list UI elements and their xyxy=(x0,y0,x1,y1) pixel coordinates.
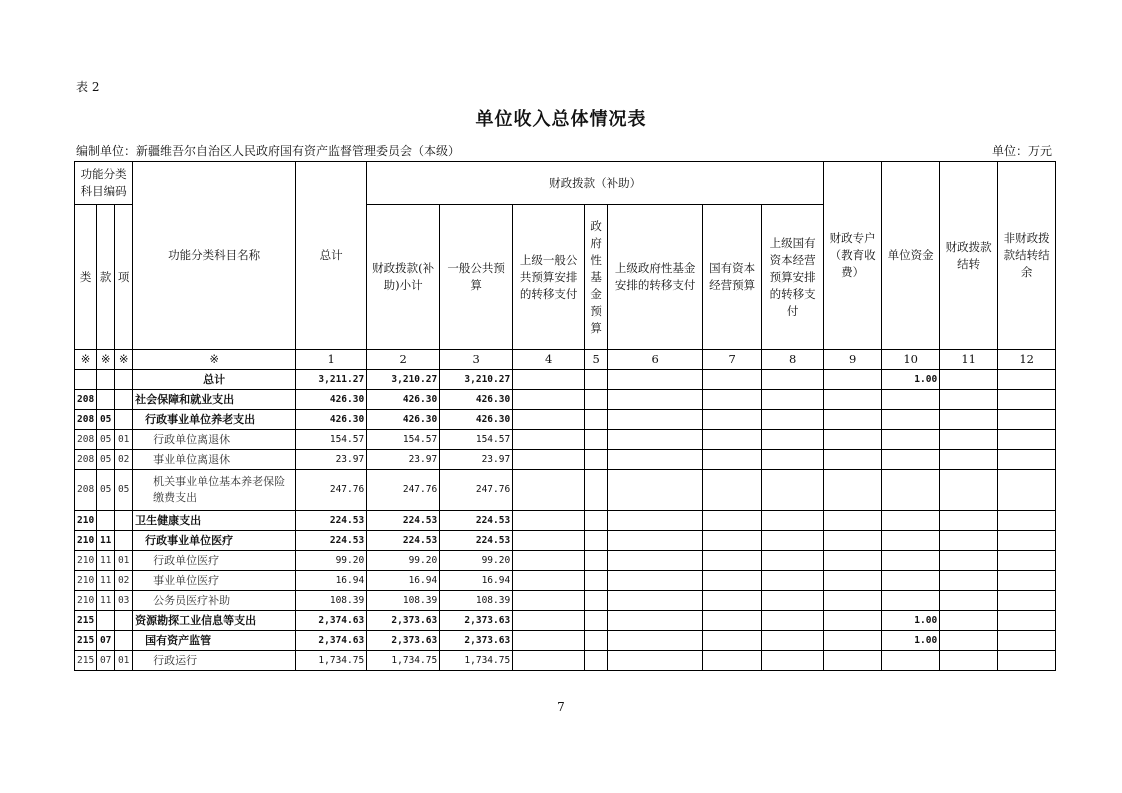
value-cell xyxy=(585,511,608,531)
item-name: 社会保障和就业支出 xyxy=(133,390,296,410)
code-kuan: 07 xyxy=(97,651,115,671)
value-cell xyxy=(762,511,824,531)
col-index: 7 xyxy=(703,350,762,370)
value-cell: 108.39 xyxy=(367,591,440,611)
value-cell: 247.76 xyxy=(440,470,513,511)
value-cell xyxy=(513,390,585,410)
value-cell xyxy=(998,430,1056,450)
header-total: 总计 xyxy=(296,162,367,350)
value-cell xyxy=(513,631,585,651)
value-cell xyxy=(998,531,1056,551)
value-cell xyxy=(824,571,882,591)
page-title: 单位收入总体情况表 xyxy=(475,109,647,130)
value-cell xyxy=(940,631,998,651)
code-xiang: 01 xyxy=(115,551,133,571)
value-cell: 2,374.63 xyxy=(296,611,367,631)
value-cell xyxy=(998,450,1056,470)
value-cell xyxy=(882,531,940,551)
table-row xyxy=(75,571,1056,591)
item-name: 行政单位离退休 xyxy=(133,430,296,450)
value-cell xyxy=(882,591,940,611)
table-row xyxy=(75,591,1056,611)
value-cell xyxy=(998,591,1056,611)
value-cell xyxy=(824,591,882,611)
header-c3: 上级一般公共预算安排的转移支付 xyxy=(513,205,585,350)
value-cell xyxy=(608,531,703,551)
code-lei: 210 xyxy=(75,511,97,531)
value-cell xyxy=(882,430,940,450)
page-number: 7 xyxy=(557,700,565,714)
value-cell xyxy=(824,450,882,470)
header-c6: 国有资本经营预算 xyxy=(703,205,762,350)
value-cell: 16.94 xyxy=(440,571,513,591)
value-cell xyxy=(940,430,998,450)
value-cell xyxy=(998,511,1056,531)
value-cell xyxy=(762,531,824,551)
value-cell: 2,373.63 xyxy=(440,631,513,651)
value-cell xyxy=(762,571,824,591)
org-label: 编制单位：新疆维吾尔自治区人民政府国有资产监督管理委员会（本级） xyxy=(76,144,461,158)
value-cell: 99.20 xyxy=(367,551,440,571)
value-cell: 426.30 xyxy=(296,410,367,430)
value-cell: 23.97 xyxy=(440,450,513,470)
value-cell xyxy=(513,470,585,511)
value-cell xyxy=(513,551,585,571)
col-index: 3 xyxy=(440,350,513,370)
code-xiang xyxy=(115,370,133,390)
code-lei: 210 xyxy=(75,571,97,591)
value-cell xyxy=(513,511,585,531)
col-index: 6 xyxy=(608,350,703,370)
value-cell: 224.53 xyxy=(440,531,513,551)
value-cell: 2,373.63 xyxy=(367,631,440,651)
value-cell: 16.94 xyxy=(296,571,367,591)
value-cell: 108.39 xyxy=(440,591,513,611)
value-cell xyxy=(762,651,824,671)
header-lei: 类 xyxy=(75,205,97,350)
value-cell xyxy=(703,531,762,551)
code-kuan: 05 xyxy=(97,410,115,430)
code-kuan: 07 xyxy=(97,631,115,651)
value-cell xyxy=(703,591,762,611)
code-kuan: 11 xyxy=(97,551,115,571)
table-row xyxy=(75,511,1056,531)
table-row xyxy=(75,531,1056,551)
value-cell xyxy=(940,370,998,390)
value-cell xyxy=(882,651,940,671)
value-cell xyxy=(998,651,1056,671)
value-cell xyxy=(585,450,608,470)
value-cell xyxy=(824,410,882,430)
code-xiang: 01 xyxy=(115,651,133,671)
mark-cell: ※ xyxy=(97,350,115,370)
code-xiang xyxy=(115,511,133,531)
item-name: 行政运行 xyxy=(133,651,296,671)
value-cell: 224.53 xyxy=(296,511,367,531)
value-cell xyxy=(513,430,585,450)
col-index: 10 xyxy=(882,350,940,370)
value-cell xyxy=(608,390,703,410)
value-cell xyxy=(998,631,1056,651)
code-xiang xyxy=(115,611,133,631)
col-index: 1 xyxy=(296,350,367,370)
value-cell xyxy=(940,571,998,591)
value-cell xyxy=(762,611,824,631)
value-cell xyxy=(703,571,762,591)
value-cell: 1.00 xyxy=(882,370,940,390)
code-xiang xyxy=(115,390,133,410)
value-cell xyxy=(762,631,824,651)
value-cell: 154.57 xyxy=(367,430,440,450)
col-index: 9 xyxy=(824,350,882,370)
value-cell xyxy=(824,511,882,531)
value-cell xyxy=(762,470,824,511)
header-c8: 财政专户（教育收费） xyxy=(824,162,882,350)
code-xiang xyxy=(115,410,133,430)
code-lei: 208 xyxy=(75,390,97,410)
value-cell: 3,211.27 xyxy=(296,370,367,390)
code-lei xyxy=(75,370,97,390)
item-name: 卫生健康支出 xyxy=(133,511,296,531)
item-name: 事业单位离退休 xyxy=(133,450,296,470)
code-kuan xyxy=(97,511,115,531)
value-cell xyxy=(882,551,940,571)
table-row xyxy=(75,410,1056,430)
code-lei: 215 xyxy=(75,651,97,671)
value-cell xyxy=(940,651,998,671)
table-row xyxy=(75,430,1056,450)
value-cell xyxy=(585,611,608,631)
code-kuan xyxy=(97,611,115,631)
code-lei: 208 xyxy=(75,430,97,450)
value-cell xyxy=(940,390,998,410)
value-cell xyxy=(608,511,703,531)
value-cell xyxy=(940,591,998,611)
value-cell xyxy=(824,531,882,551)
value-cell xyxy=(762,430,824,450)
header-c4: 政府性基金预算 xyxy=(585,205,608,350)
code-kuan: 11 xyxy=(97,591,115,611)
value-cell: 3,210.27 xyxy=(440,370,513,390)
value-cell xyxy=(703,370,762,390)
table-row xyxy=(75,631,1056,651)
value-cell: 1,734.75 xyxy=(440,651,513,671)
table-row xyxy=(75,450,1056,470)
value-cell: 247.76 xyxy=(367,470,440,511)
value-cell: 224.53 xyxy=(367,531,440,551)
table-row xyxy=(75,651,1056,671)
value-cell xyxy=(998,370,1056,390)
value-cell xyxy=(703,631,762,651)
item-name: 资源勘探工业信息等支出 xyxy=(133,611,296,631)
value-cell: 426.30 xyxy=(296,390,367,410)
value-cell: 154.57 xyxy=(296,430,367,450)
value-cell: 3,210.27 xyxy=(367,370,440,390)
value-cell xyxy=(513,450,585,470)
value-cell xyxy=(513,591,585,611)
code-kuan xyxy=(97,390,115,410)
code-xiang: 01 xyxy=(115,430,133,450)
col-index: 11 xyxy=(940,350,998,370)
header-c2: 一般公共预算 xyxy=(440,205,513,350)
value-cell: 426.30 xyxy=(367,390,440,410)
value-cell xyxy=(940,551,998,571)
value-cell: 1.00 xyxy=(882,631,940,651)
header-c1: 财政拨款(补助)小计 xyxy=(367,205,440,350)
value-cell: 23.97 xyxy=(367,450,440,470)
value-cell xyxy=(585,531,608,551)
table-row xyxy=(75,370,1056,390)
value-cell: 426.30 xyxy=(367,410,440,430)
value-cell xyxy=(585,551,608,571)
code-kuan: 05 xyxy=(97,430,115,450)
value-cell xyxy=(940,470,998,511)
value-cell xyxy=(824,430,882,450)
value-cell xyxy=(762,591,824,611)
value-cell xyxy=(608,611,703,631)
value-cell xyxy=(608,430,703,450)
value-cell xyxy=(882,410,940,430)
value-cell xyxy=(585,591,608,611)
item-name: 机关事业单位基本养老保险缴费支出 xyxy=(133,470,296,511)
value-cell xyxy=(608,410,703,430)
value-cell: 154.57 xyxy=(440,430,513,450)
value-cell xyxy=(762,390,824,410)
code-lei: 210 xyxy=(75,551,97,571)
value-cell xyxy=(585,571,608,591)
value-cell xyxy=(513,611,585,631)
value-cell xyxy=(585,390,608,410)
unit-label: 单位：万元 xyxy=(991,144,1052,158)
value-cell: 2,374.63 xyxy=(296,631,367,651)
header-func-code: 功能分类科目编码 xyxy=(75,162,133,205)
value-cell xyxy=(608,631,703,651)
value-cell xyxy=(762,410,824,430)
value-cell xyxy=(824,631,882,651)
value-cell xyxy=(608,651,703,671)
value-cell xyxy=(703,551,762,571)
value-cell: 426.30 xyxy=(440,390,513,410)
value-cell: 2,373.63 xyxy=(440,611,513,631)
value-cell: 224.53 xyxy=(296,531,367,551)
value-cell xyxy=(585,430,608,450)
header-fiscal-group: 财政拨款（补助） xyxy=(367,162,824,205)
value-cell xyxy=(608,551,703,571)
value-cell: 16.94 xyxy=(367,571,440,591)
code-lei: 215 xyxy=(75,631,97,651)
code-xiang: 05 xyxy=(115,470,133,511)
col-index: 5 xyxy=(585,350,608,370)
value-cell xyxy=(940,410,998,430)
value-cell xyxy=(513,651,585,671)
value-cell xyxy=(998,551,1056,571)
item-name: 事业单位医疗 xyxy=(133,571,296,591)
code-kuan xyxy=(97,370,115,390)
value-cell: 23.97 xyxy=(296,450,367,470)
value-cell xyxy=(703,430,762,450)
item-name: 国有资产监管 xyxy=(133,631,296,651)
code-xiang: 03 xyxy=(115,591,133,611)
value-cell xyxy=(940,450,998,470)
value-cell xyxy=(513,410,585,430)
value-cell: 224.53 xyxy=(367,511,440,531)
table-row xyxy=(75,390,1056,410)
header-c10: 财政拨款结转 xyxy=(940,162,998,350)
income-table xyxy=(74,161,1056,671)
value-cell xyxy=(824,551,882,571)
value-cell xyxy=(940,531,998,551)
header-c7: 上级国有资本经营预算安排的转移支付 xyxy=(762,205,824,350)
value-cell xyxy=(824,390,882,410)
value-cell: 1,734.75 xyxy=(296,651,367,671)
code-xiang xyxy=(115,631,133,651)
value-cell xyxy=(608,450,703,470)
value-cell xyxy=(998,571,1056,591)
header-c11: 非财政拨款结转结余 xyxy=(998,162,1056,350)
value-cell xyxy=(608,370,703,390)
value-cell xyxy=(703,511,762,531)
value-cell xyxy=(762,450,824,470)
value-cell xyxy=(824,611,882,631)
code-xiang: 02 xyxy=(115,571,133,591)
value-cell: 1.00 xyxy=(882,611,940,631)
header-func-name: 功能分类科目名称 xyxy=(133,162,296,350)
value-cell xyxy=(882,511,940,531)
item-name: 总计 xyxy=(133,370,296,390)
value-cell xyxy=(703,410,762,430)
value-cell xyxy=(882,390,940,410)
code-kuan: 05 xyxy=(97,470,115,511)
value-cell xyxy=(703,651,762,671)
value-cell xyxy=(882,450,940,470)
col-index: 8 xyxy=(762,350,824,370)
code-lei: 215 xyxy=(75,611,97,631)
value-cell xyxy=(608,470,703,511)
value-cell xyxy=(513,571,585,591)
value-cell xyxy=(703,611,762,631)
value-cell xyxy=(585,631,608,651)
code-xiang xyxy=(115,531,133,551)
code-lei: 208 xyxy=(75,410,97,430)
value-cell: 99.20 xyxy=(440,551,513,571)
code-lei: 208 xyxy=(75,470,97,511)
value-cell xyxy=(824,470,882,511)
value-cell: 99.20 xyxy=(296,551,367,571)
code-kuan: 11 xyxy=(97,571,115,591)
item-name: 公务员医疗补助 xyxy=(133,591,296,611)
col-index: 12 xyxy=(998,350,1056,370)
value-cell xyxy=(585,370,608,390)
col-index: 2 xyxy=(367,350,440,370)
code-kuan: 05 xyxy=(97,450,115,470)
value-cell xyxy=(608,591,703,611)
value-cell xyxy=(824,651,882,671)
header-kuan: 款 xyxy=(97,205,115,350)
value-cell xyxy=(882,571,940,591)
value-cell: 108.39 xyxy=(296,591,367,611)
value-cell xyxy=(824,370,882,390)
mark-cell: ※ xyxy=(75,350,97,370)
value-cell xyxy=(608,571,703,591)
value-cell: 426.30 xyxy=(440,410,513,430)
mark-cell: ※ xyxy=(115,350,133,370)
item-name: 行政单位医疗 xyxy=(133,551,296,571)
value-cell xyxy=(762,551,824,571)
header-c5: 上级政府性基金安排的转移支付 xyxy=(608,205,703,350)
value-cell: 224.53 xyxy=(440,511,513,531)
value-cell xyxy=(998,390,1056,410)
mark-cell: ※ xyxy=(133,350,296,370)
header-c9: 单位资金 xyxy=(882,162,940,350)
value-cell xyxy=(998,611,1056,631)
table-row xyxy=(75,551,1056,571)
value-cell xyxy=(703,390,762,410)
value-cell xyxy=(585,470,608,511)
value-cell xyxy=(940,611,998,631)
value-cell xyxy=(998,470,1056,511)
value-cell xyxy=(762,370,824,390)
value-cell xyxy=(703,450,762,470)
value-cell xyxy=(585,651,608,671)
table-row xyxy=(75,611,1056,631)
table-body xyxy=(75,370,1056,671)
value-cell xyxy=(998,410,1056,430)
code-lei: 208 xyxy=(75,450,97,470)
value-cell xyxy=(513,370,585,390)
value-cell: 2,373.63 xyxy=(367,611,440,631)
header-xiang: 项 xyxy=(115,205,133,350)
value-cell: 247.76 xyxy=(296,470,367,511)
code-lei: 210 xyxy=(75,591,97,611)
code-xiang: 02 xyxy=(115,450,133,470)
item-name: 行政事业单位养老支出 xyxy=(133,410,296,430)
code-kuan: 11 xyxy=(97,531,115,551)
value-cell xyxy=(882,470,940,511)
col-index: 4 xyxy=(513,350,585,370)
item-name: 行政事业单位医疗 xyxy=(133,531,296,551)
value-cell xyxy=(513,531,585,551)
value-cell xyxy=(940,511,998,531)
table-row xyxy=(75,470,1056,511)
code-lei: 210 xyxy=(75,531,97,551)
value-cell xyxy=(703,470,762,511)
value-cell xyxy=(585,410,608,430)
table-number: 表 2 xyxy=(76,80,100,94)
value-cell: 1,734.75 xyxy=(367,651,440,671)
